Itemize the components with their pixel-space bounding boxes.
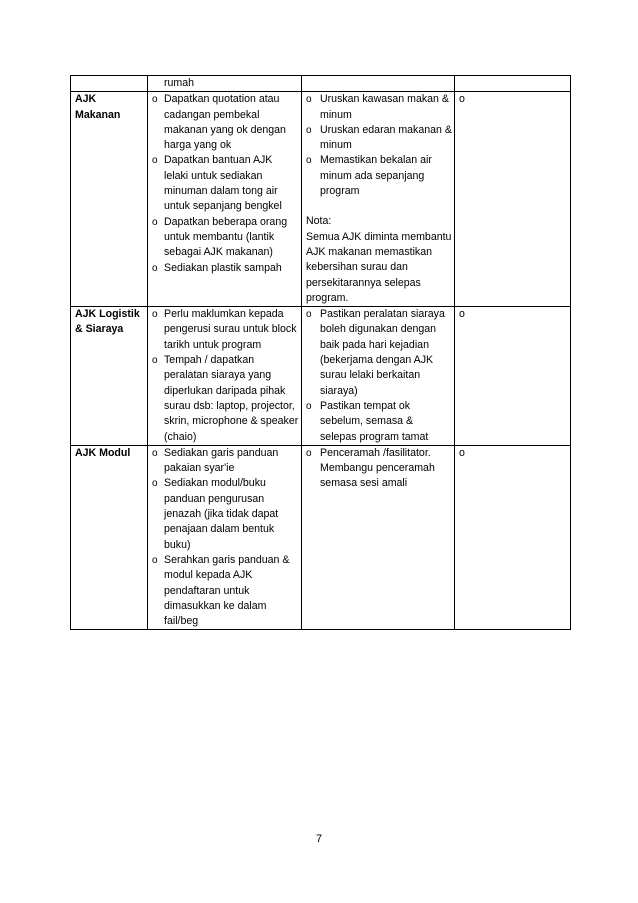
list-item: o Pastikan peralatan siaraya boleh digunakan dengan baik pada hari kejadian (bekerjama dengan AJK surau lelaki berkaitan siaraya) [306, 307, 452, 399]
empty-bullet-marker: o [459, 446, 465, 459]
note-text: Semua AJK diminta membantu AJK makanan memastikan kebersihan surau dan persekitarannya selepas program. [306, 230, 452, 304]
list-item: o Sediakan modul/buku panduan pengurusan jenazah (jika tidak dapat penajaan dalam bentuk buku) [152, 476, 299, 552]
role-name-line: AJK Logistik [75, 308, 140, 321]
empty-bullet-marker: o [459, 93, 465, 106]
role-name-line: AJK [75, 93, 97, 106]
list-item: o Uruskan kawasan makan & minum [306, 92, 452, 123]
empty-bullet-marker: o [459, 308, 465, 321]
list-item: o Uruskan edaran makanan & minum [306, 123, 452, 154]
tasks-cell [148, 445, 302, 630]
role-cell [71, 307, 148, 446]
table-cell [148, 76, 302, 92]
page-number: 7 [315, 833, 323, 845]
list-item: o Serahkan garis panduan & modul kepada AJK pendaftaran untuk dimasukkan ke dalam fail/beg [152, 553, 299, 629]
list-item: o Sediakan garis panduan pakaian syar'ie [152, 446, 299, 477]
list-item: o Perlu maklumkan kepada pengerusi surau untuk block tarikh untuk program [152, 307, 299, 353]
after-cell [455, 92, 571, 307]
list-item: o Memastikan bekalan air minum ada sepanjang program [306, 153, 452, 199]
list-item: o Dapatkan beberapa orang untuk membantu (lantik sebagai AJK makanan) [152, 215, 299, 261]
role-name-line: Makanan [75, 108, 121, 121]
role-cell [71, 445, 148, 630]
during-cell [302, 445, 455, 630]
list-item: o Penceramah /fasilitator. Membangu penceramah semasa sesi amali [306, 446, 452, 492]
tasks-cell [148, 92, 302, 307]
list-item: o Dapatkan bantuan AJK lelaki untuk sediakan minuman dalam tong air untuk sepanjang bengkel [152, 153, 299, 214]
after-cell [455, 445, 571, 630]
note-label: Nota: [306, 215, 332, 228]
committee-task-table [70, 75, 571, 630]
list-item: o Tempah / dapatkan peralatan siaraya yang diperlukan daripada pihak surau dsb: laptop, projector, skrin, microphone & speaker (chaio) [152, 353, 299, 445]
during-cell [302, 92, 455, 307]
role-name-line: AJK Modul [75, 446, 131, 459]
table-row [71, 92, 571, 307]
role-name-line: & Siaraya [75, 323, 124, 336]
table-cell [302, 76, 455, 92]
table-row [71, 76, 571, 92]
list-item: o Sediakan plastik sampah [152, 261, 299, 276]
tasks-cell [148, 307, 302, 446]
list-item: o Pastikan tempat ok sebelum, semasa & selepas program tamat [306, 399, 452, 445]
table-row [71, 307, 571, 446]
after-cell [455, 307, 571, 446]
role-cell [71, 92, 148, 307]
table-cell [71, 76, 148, 92]
table-cell [455, 76, 571, 92]
carry-over-text: rumah [164, 77, 195, 89]
table-row [71, 445, 571, 630]
list-item: o Dapatkan quotation atau cadangan pembekal makanan yang ok dengan harga yang ok [152, 92, 299, 153]
during-cell [302, 307, 455, 446]
